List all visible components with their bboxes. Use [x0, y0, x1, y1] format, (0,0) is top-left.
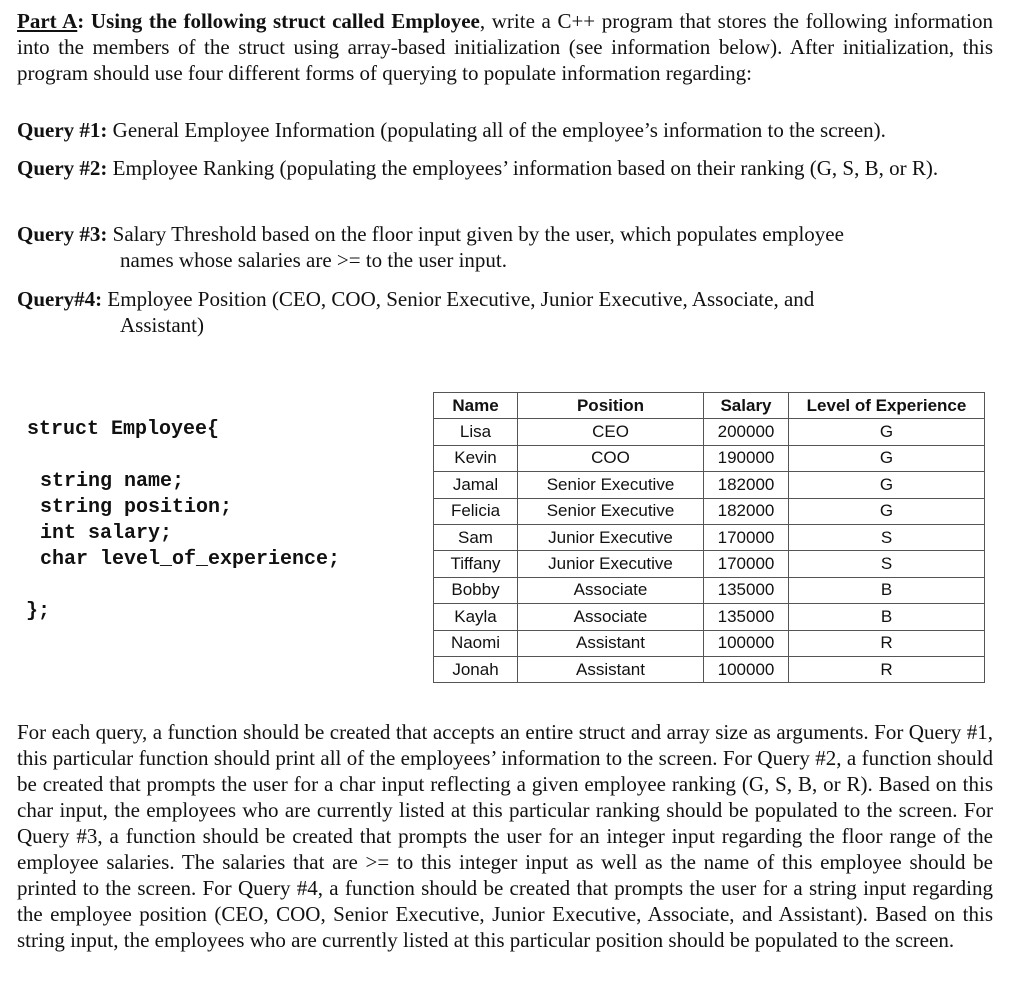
table-row — [434, 472, 985, 498]
cell-position: Senior Executive — [518, 498, 704, 524]
cell-level: B — [789, 577, 985, 603]
struct-name: Employee — [391, 9, 480, 33]
struct-field-position: string position; — [40, 496, 233, 519]
query-1 — [17, 117, 1007, 143]
table-row — [434, 498, 985, 524]
cell-level: B — [789, 604, 985, 630]
cell-level: G — [789, 419, 985, 445]
query-text-continued: Assistant) — [120, 313, 204, 337]
cell-name: Kevin — [434, 445, 518, 471]
part-label: Part A — [17, 9, 78, 33]
header-position: Position — [518, 393, 704, 419]
table-body — [434, 419, 985, 683]
header-salary: Salary — [704, 393, 789, 419]
table-row — [434, 630, 985, 656]
cell-position: Assistant — [518, 630, 704, 656]
cell-salary: 200000 — [704, 419, 789, 445]
cell-position: Associate — [518, 604, 704, 630]
cell-position: COO — [518, 445, 704, 471]
cell-position: Junior Executive — [518, 551, 704, 577]
intro-sep1: : Using the following struct called — [77, 9, 392, 33]
cell-level: G — [789, 445, 985, 471]
query-text: Employee Ranking (populating the employees’ information based on their ranking (G, S, B, or R). — [107, 156, 939, 180]
table-header-row — [434, 393, 985, 419]
cell-level: R — [789, 656, 985, 682]
table-row — [434, 551, 985, 577]
cell-level: S — [789, 551, 985, 577]
cell-salary: 182000 — [704, 498, 789, 524]
cell-salary: 100000 — [704, 630, 789, 656]
table-row — [434, 604, 985, 630]
query-text-continued: names whose salaries are >= to the user input. — [120, 248, 507, 272]
table-row — [434, 524, 985, 550]
struct-field-salary: int salary; — [40, 522, 173, 545]
cell-position: Associate — [518, 577, 704, 603]
cell-position: Assistant — [518, 656, 704, 682]
employee-table — [433, 392, 985, 683]
intro-paragraph — [17, 8, 993, 86]
intro-body: , write a C++ program that stores the following information into the members of the struct using array-based initialization (see information below). After initialization, this program should use four different forms of querying to populate information regarding: — [17, 9, 994, 85]
cell-position: Junior Executive — [518, 524, 704, 550]
cell-name: Tiffany — [434, 551, 518, 577]
cell-salary: 100000 — [704, 656, 789, 682]
query-label: Query #2: — [17, 156, 108, 180]
cell-name: Naomi — [434, 630, 518, 656]
cell-name: Jamal — [434, 472, 518, 498]
query-4 — [17, 286, 1007, 338]
table-row — [434, 419, 985, 445]
cell-salary: 182000 — [704, 472, 789, 498]
cell-name: Bobby — [434, 577, 518, 603]
cell-position: Senior Executive — [518, 472, 704, 498]
query-text: Employee Position (CEO, COO, Senior Executive, Junior Executive, Associate, and — [102, 287, 815, 311]
query-2 — [17, 155, 993, 181]
query-label: Query#4: — [17, 287, 103, 311]
cell-level: G — [789, 472, 985, 498]
table-row — [434, 445, 985, 471]
struct-field-name: string name; — [40, 470, 185, 493]
cell-name: Lisa — [434, 419, 518, 445]
cell-name: Sam — [434, 524, 518, 550]
cell-name: Jonah — [434, 656, 518, 682]
query-3 — [17, 221, 1007, 273]
query-label: Query #3: — [17, 222, 108, 246]
query-label: Query #1: — [17, 118, 108, 142]
struct-field-level: char level_of_experience; — [40, 548, 341, 571]
struct-closing: }; — [26, 600, 51, 623]
cell-salary: 135000 — [704, 577, 789, 603]
cell-name: Felicia — [434, 498, 518, 524]
cell-salary: 170000 — [704, 551, 789, 577]
cell-salary: 190000 — [704, 445, 789, 471]
outro-paragraph: For each query, a function should be created that accepts an entire struct and array size as arguments. For Query #1, this particular function should print all of the employees’ information to the screen. For Query #2, a function should be created that prompts the user for a char input reflecting a given employee ranking (G, S, B, or R). Based on this char input, the employees who are currently listed at this particular ranking should be populated to the screen. For Query #3, a function should be created that prompts the user for an integer input regarding the floor range of the employee salaries. The salaries that are >= to this integer input as well as the name of this employee should be printed to the screen. For Query #4, a function should be created that prompts the user for a string input regarding the employee position (CEO, COO, Senior Executive, Junior Executive, Associate, and Assistant). Based on this string input, the employees who are currently listed at this particular position should be populated to the screen. — [17, 720, 993, 952]
cell-name: Kayla — [434, 604, 518, 630]
struct-declaration: struct Employee{ — [27, 418, 220, 441]
table-row — [434, 577, 985, 603]
header-level: Level of Experience — [789, 393, 985, 419]
table-row — [434, 656, 985, 682]
cell-position: CEO — [518, 419, 704, 445]
query-text: General Employee Information (populating all of the employee’s information to the screen). — [107, 118, 886, 142]
header-name: Name — [434, 393, 518, 419]
cell-level: S — [789, 524, 985, 550]
cell-salary: 170000 — [704, 524, 789, 550]
cell-level: G — [789, 498, 985, 524]
cell-salary: 135000 — [704, 604, 789, 630]
query-text: Salary Threshold based on the floor input given by the user, which populates employee — [107, 222, 844, 246]
cell-level: R — [789, 630, 985, 656]
